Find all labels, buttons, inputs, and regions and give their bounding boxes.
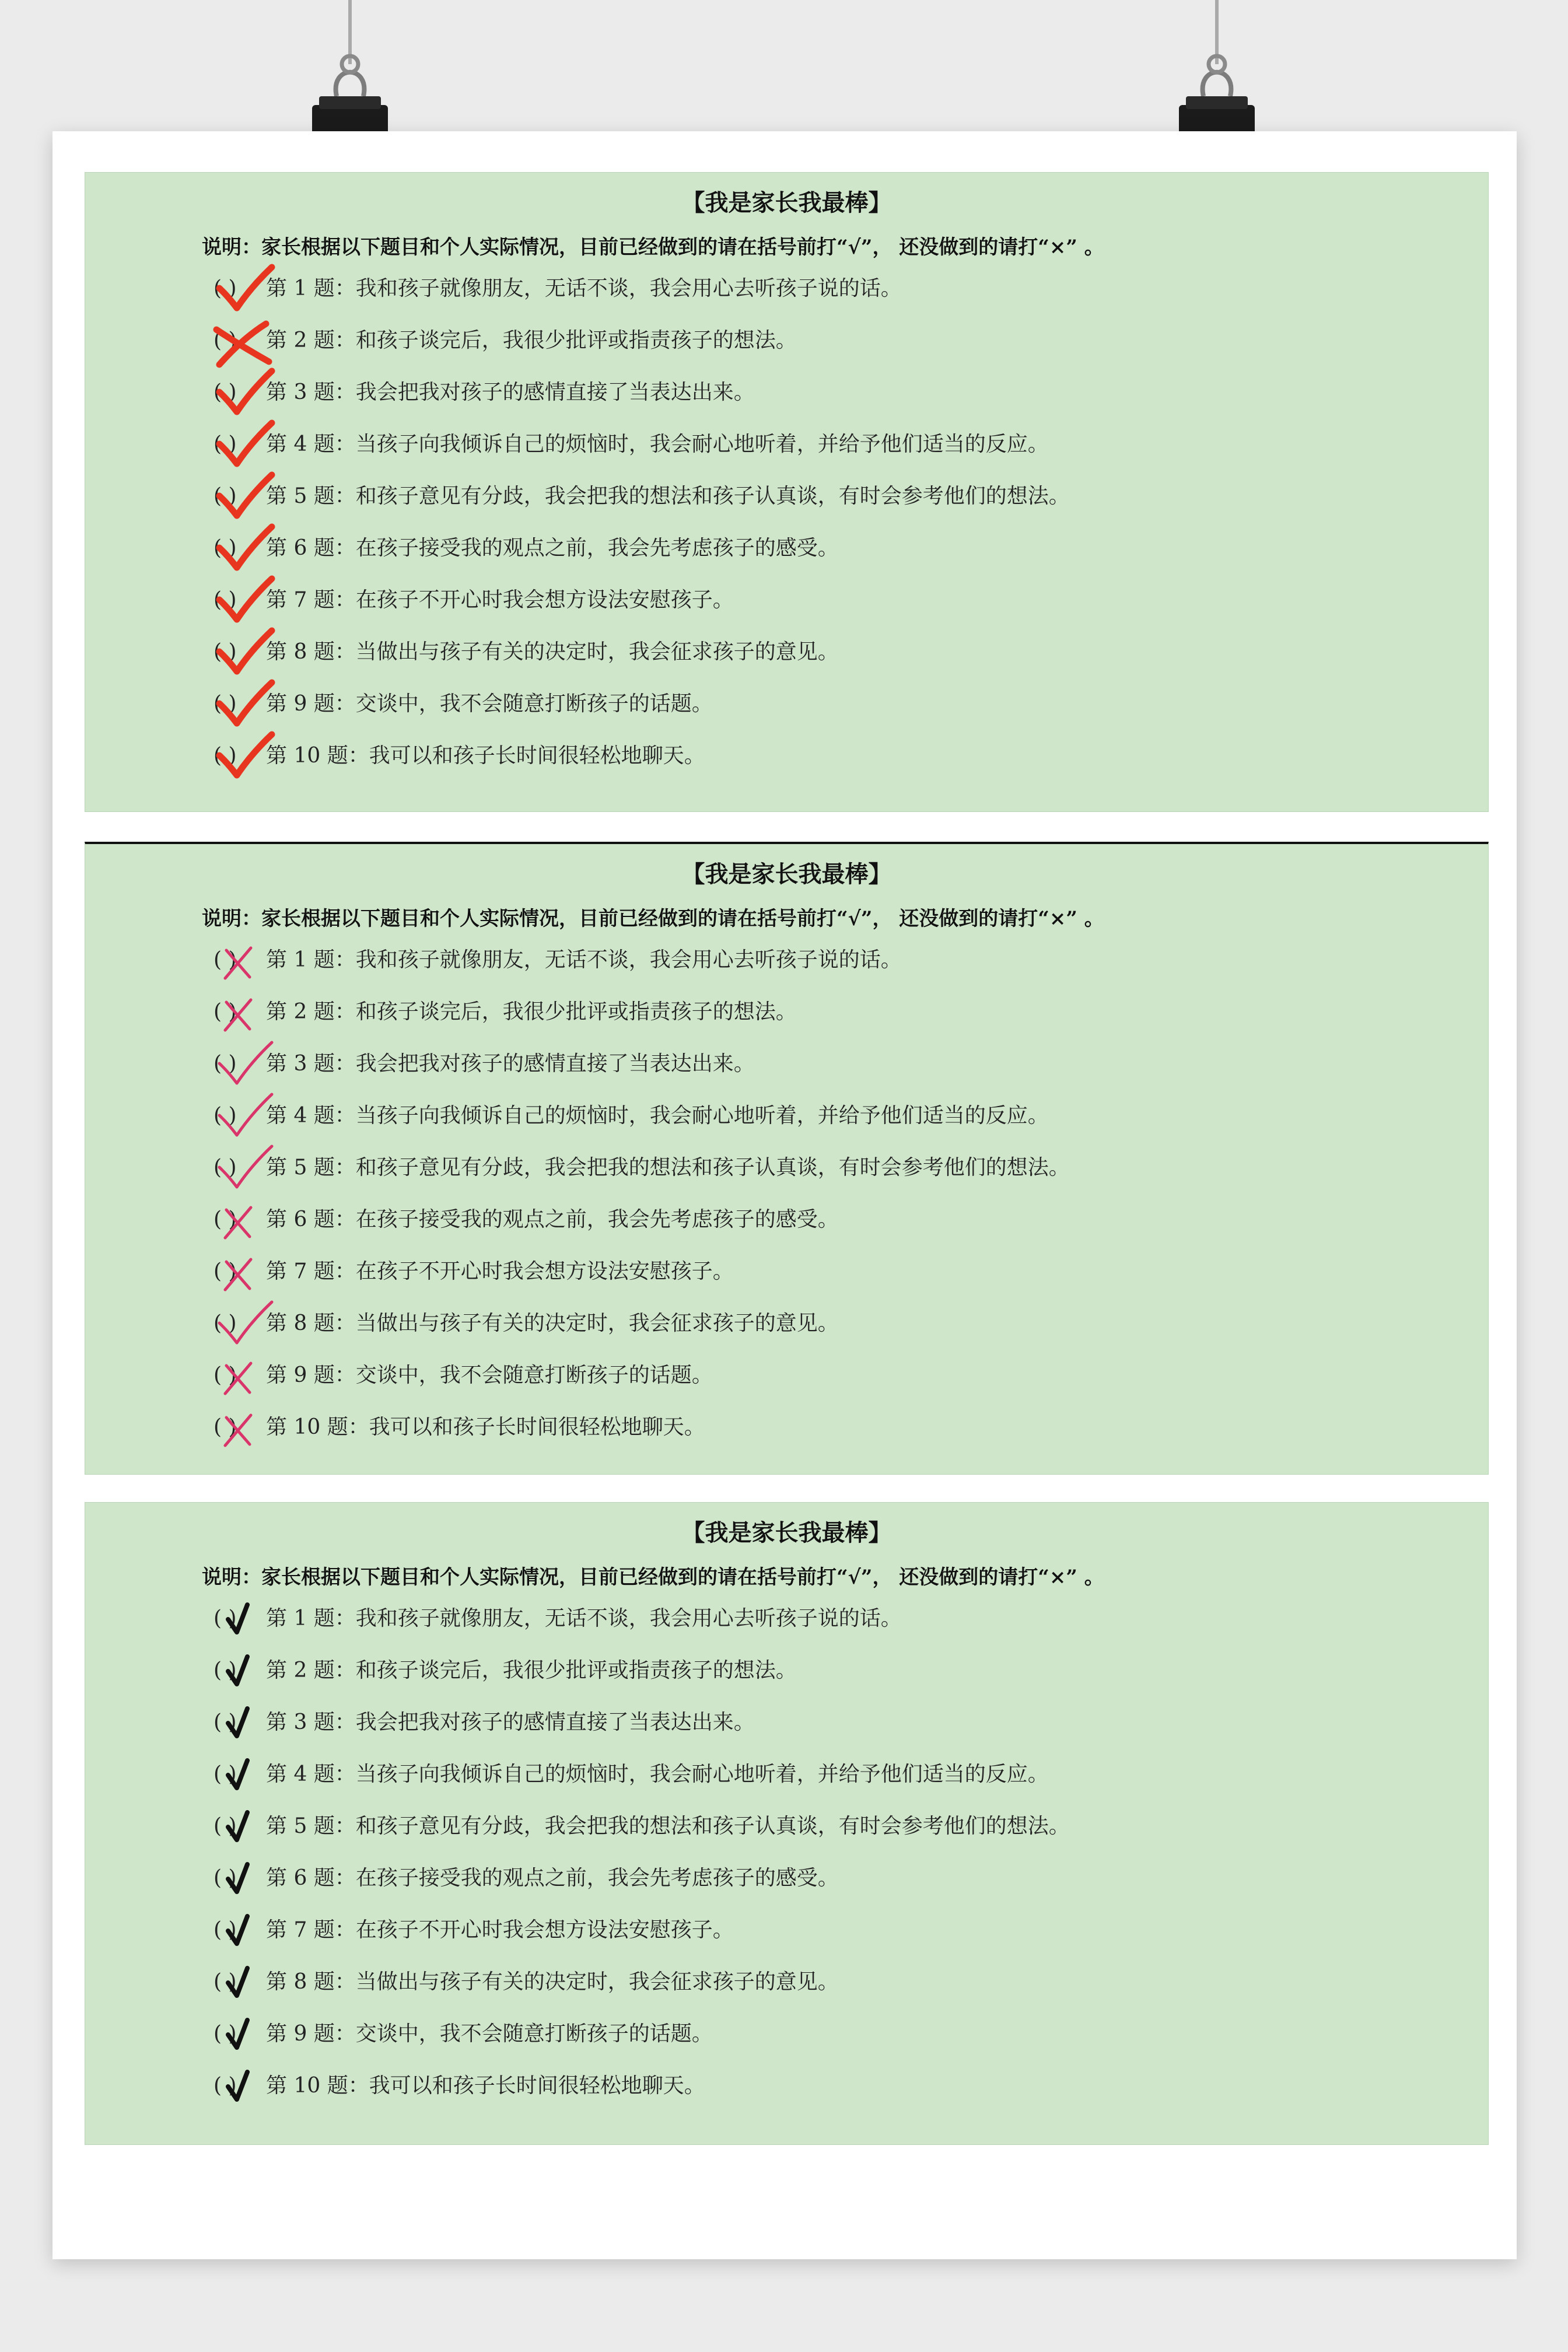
answer-bracket: ( ) bbox=[214, 1000, 237, 1024]
answer-bracket: ( ) bbox=[214, 1311, 237, 1335]
question-text: 第 2 题：和孩子谈完后，我很少批评或指责孩子的想法。 bbox=[266, 1000, 797, 1024]
question-text: 第 7 题：在孩子不开心时我会想方设法安慰孩子。 bbox=[266, 588, 734, 612]
questionnaire-form-3 bbox=[85, 1502, 1489, 2145]
answer-bracket: ( ) bbox=[214, 1814, 237, 1838]
answer-bracket: ( ) bbox=[214, 536, 237, 560]
answer-bracket: ( ) bbox=[214, 1970, 237, 1994]
question-item bbox=[214, 1758, 1049, 1793]
answer-bracket: ( ) bbox=[214, 640, 237, 664]
answer-bracket: ( ) bbox=[214, 948, 237, 972]
question-item bbox=[214, 995, 797, 1030]
question-text: 第 3 题：我会把我对孩子的感情直接了当表达出来。 bbox=[266, 1052, 755, 1076]
question-item bbox=[214, 1654, 797, 1689]
paper-sheet bbox=[52, 131, 1517, 2259]
question-item bbox=[214, 324, 797, 359]
answer-bracket: ( ) bbox=[214, 692, 237, 716]
cross-mark-icon bbox=[202, 1393, 289, 1463]
question-item bbox=[214, 1810, 1070, 1845]
answer-bracket: ( ) bbox=[214, 1866, 237, 1890]
question-text: 第 2 题：和孩子谈完后，我很少批评或指责孩子的想法。 bbox=[266, 1658, 797, 1682]
answer-bracket: ( ) bbox=[214, 1259, 237, 1283]
question-text: 第 10 题：我可以和孩子长时间很轻松地聊天。 bbox=[266, 1415, 705, 1439]
question-text: 第 6 题：在孩子接受我的观点之前，我会先考虑孩子的感受。 bbox=[266, 1866, 839, 1890]
question-text: 第 9 题：交谈中，我不会随意打断孩子的话题。 bbox=[266, 2022, 713, 2046]
question-item bbox=[214, 1706, 755, 1741]
question-text: 第 3 题：我会把我对孩子的感情直接了当表达出来。 bbox=[266, 380, 755, 404]
answer-bracket: ( ) bbox=[214, 1363, 237, 1387]
answer-bracket: ( ) bbox=[214, 432, 237, 456]
question-text: 第 8 题：当做出与孩子有关的决定时，我会征求孩子的意见。 bbox=[266, 1311, 839, 1335]
question-text: 第 5 题：和孩子意见有分歧，我会把我的想法和孩子认真谈，有时会参考他们的想法。 bbox=[266, 484, 1070, 508]
question-text: 第 6 题：在孩子接受我的观点之前，我会先考虑孩子的感受。 bbox=[266, 536, 839, 560]
question-text: 第 7 题：在孩子不开心时我会想方设法安慰孩子。 bbox=[266, 1918, 734, 1942]
question-text: 第 10 题：我可以和孩子长时间很轻松地聊天。 bbox=[266, 744, 705, 768]
question-item bbox=[214, 376, 755, 411]
question-text: 第 10 题：我可以和孩子长时间很轻松地聊天。 bbox=[266, 2074, 705, 2098]
question-item bbox=[214, 480, 1070, 514]
answer-bracket: ( ) bbox=[214, 328, 237, 352]
answer-bracket: ( ) bbox=[214, 2022, 237, 2046]
question-text: 第 5 题：和孩子意见有分歧，我会把我的想法和孩子认真谈，有时会参考他们的想法。 bbox=[266, 1814, 1070, 1838]
form-title: 【我是家长我最棒】 bbox=[681, 860, 892, 888]
question-text: 第 6 题：在孩子接受我的观点之前，我会先考虑孩子的感受。 bbox=[266, 1208, 839, 1231]
answer-bracket: ( ) bbox=[214, 484, 237, 508]
question-text: 第 5 题：和孩子意见有分歧，我会把我的想法和孩子认真谈，有时会参考他们的想法。 bbox=[266, 1156, 1070, 1180]
question-text: 第 3 题：我会把我对孩子的感情直接了当表达出来。 bbox=[266, 1710, 755, 1734]
question-item bbox=[214, 1602, 902, 1637]
form-title: 【我是家长我最棒】 bbox=[681, 1519, 892, 1546]
answer-bracket: ( ) bbox=[214, 1762, 237, 1786]
answer-bracket: ( ) bbox=[214, 1052, 237, 1076]
question-item bbox=[214, 943, 902, 978]
question-item bbox=[214, 635, 839, 670]
question-text: 第 7 题：在孩子不开心时我会想方设法安慰孩子。 bbox=[266, 1259, 734, 1283]
check-mark-icon bbox=[202, 722, 289, 792]
question-item bbox=[214, 1255, 734, 1290]
question-text: 第 9 题：交谈中，我不会随意打断孩子的话题。 bbox=[266, 1363, 713, 1387]
question-text: 第 4 题：当孩子向我倾诉自己的烦恼时，我会耐心地听着，并给予他们适当的反应。 bbox=[266, 1762, 1049, 1786]
question-text: 第 1 题：我和孩子就像朋友，无话不谈，我会用心去听孩子说的话。 bbox=[266, 1606, 902, 1630]
question-text: 第 2 题：和孩子谈完后，我很少批评或指责孩子的想法。 bbox=[266, 328, 797, 352]
question-text: 第 8 题：当做出与孩子有关的决定时，我会征求孩子的意见。 bbox=[266, 640, 839, 664]
question-item bbox=[214, 1861, 839, 1896]
answer-bracket: ( ) bbox=[214, 744, 237, 768]
question-item bbox=[214, 531, 839, 566]
question-text: 第 4 题：当孩子向我倾诉自己的烦恼时，我会耐心地听着，并给予他们适当的反应。 bbox=[266, 432, 1049, 456]
answer-bracket: ( ) bbox=[214, 1208, 237, 1231]
question-item bbox=[214, 1965, 839, 2000]
form-instruction: 说明：家长根据以下题目和个人实际情况，目前已经做到的请在括号前打“√”， 还没做到的请打“×” 。 bbox=[202, 236, 1104, 259]
question-item bbox=[214, 1307, 839, 1342]
answer-bracket: ( ) bbox=[214, 1415, 237, 1439]
answer-bracket: ( ) bbox=[214, 588, 237, 612]
form-instruction: 说明：家长根据以下题目和个人实际情况，目前已经做到的请在括号前打“√”， 还没做到的请打“×” 。 bbox=[202, 907, 1104, 930]
questionnaire-form-2 bbox=[85, 842, 1489, 1475]
check-mark-icon bbox=[202, 2052, 289, 2122]
answer-bracket: ( ) bbox=[214, 1156, 237, 1180]
question-text: 第 8 题：当做出与孩子有关的决定时，我会征求孩子的意见。 bbox=[266, 1970, 839, 1994]
question-item bbox=[214, 1151, 1070, 1186]
answer-bracket: ( ) bbox=[214, 1918, 237, 1942]
question-item bbox=[214, 272, 902, 307]
form-instruction: 说明：家长根据以下题目和个人实际情况，目前已经做到的请在括号前打“√”， 还没做到的请打“×” 。 bbox=[202, 1566, 1104, 1589]
question-text: 第 4 题：当孩子向我倾诉自己的烦恼时，我会耐心地听着，并给予他们适当的反应。 bbox=[266, 1104, 1049, 1128]
answer-bracket: ( ) bbox=[214, 380, 237, 404]
question-item bbox=[214, 1047, 755, 1082]
answer-bracket: ( ) bbox=[214, 1104, 237, 1128]
answer-bracket: ( ) bbox=[214, 1606, 237, 1630]
question-item bbox=[214, 1203, 839, 1238]
question-item bbox=[214, 1099, 1049, 1134]
question-item bbox=[214, 1913, 734, 1948]
questionnaire-form-1 bbox=[85, 172, 1489, 812]
question-text: 第 9 题：交谈中，我不会随意打断孩子的话题。 bbox=[266, 692, 713, 716]
form-title: 【我是家长我最棒】 bbox=[681, 189, 892, 216]
question-text: 第 1 题：我和孩子就像朋友，无话不谈，我会用心去听孩子说的话。 bbox=[266, 276, 902, 300]
question-item bbox=[214, 428, 1049, 463]
question-text: 第 1 题：我和孩子就像朋友，无话不谈，我会用心去听孩子说的话。 bbox=[266, 948, 902, 972]
answer-bracket: ( ) bbox=[214, 1658, 237, 1682]
answer-bracket: ( ) bbox=[214, 2074, 237, 2098]
answer-bracket: ( ) bbox=[214, 276, 237, 300]
answer-bracket: ( ) bbox=[214, 1710, 237, 1734]
question-item bbox=[214, 583, 734, 618]
